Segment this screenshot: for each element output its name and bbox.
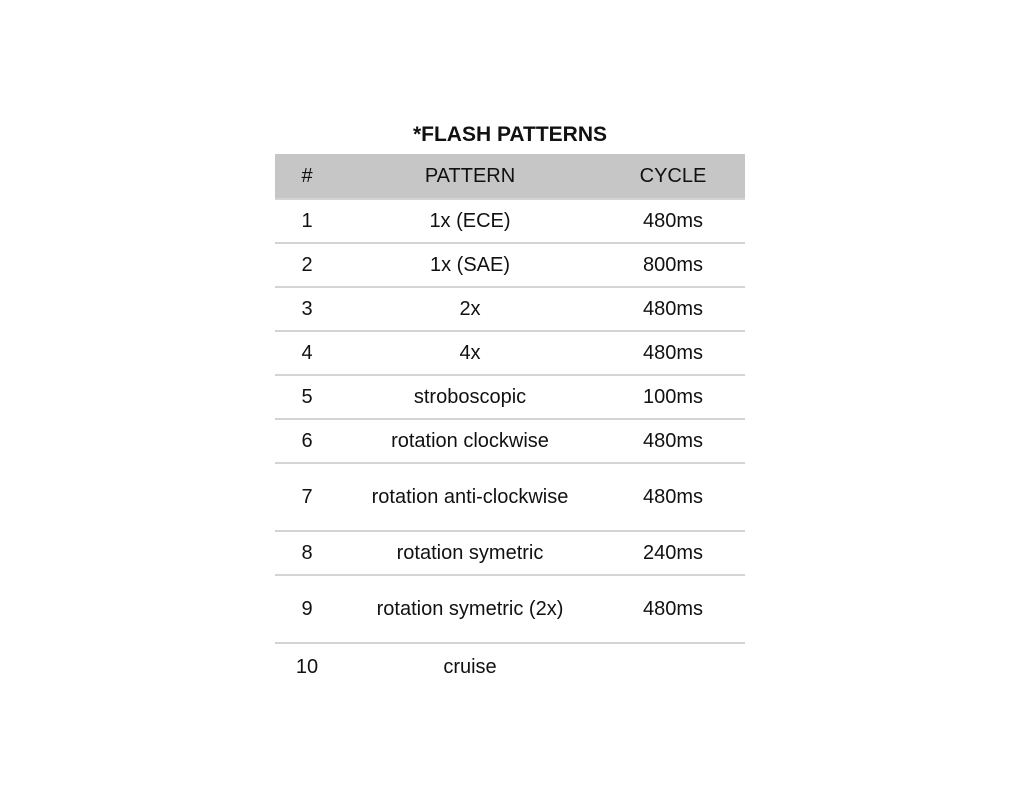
row-pattern: 1x (ECE) <box>429 209 511 232</box>
table-row <box>275 244 745 288</box>
row-pattern: rotation symetric <box>396 541 544 564</box>
row-pattern: rotation symetric (2x) <box>376 597 564 620</box>
row-number: 1 <box>301 209 313 232</box>
table-row <box>275 576 745 644</box>
row-number: 8 <box>301 541 313 564</box>
row-cycle: 480ms <box>642 597 704 620</box>
row-number: 3 <box>301 297 313 320</box>
row-number: 10 <box>295 655 319 678</box>
row-number: 7 <box>301 485 313 508</box>
row-number: 6 <box>301 429 313 452</box>
table-row <box>275 644 745 690</box>
row-cycle: 240ms <box>642 541 704 564</box>
table-row <box>275 376 745 420</box>
header-pattern: PATTERN <box>424 164 516 187</box>
row-cycle: 480ms <box>642 485 704 508</box>
row-pattern: rotation anti-clockwise <box>371 485 569 508</box>
row-cycle: 480ms <box>642 209 704 232</box>
row-cycle: 480ms <box>642 297 704 320</box>
row-pattern: 4x <box>459 341 481 364</box>
table-row <box>275 464 745 532</box>
row-pattern: 2x <box>459 297 481 320</box>
flash-patterns-table <box>275 118 745 690</box>
table-row <box>275 288 745 332</box>
table-grid <box>275 154 745 690</box>
row-cycle: 800ms <box>642 253 704 276</box>
row-cycle: 100ms <box>642 385 704 408</box>
header-number: # <box>301 164 313 187</box>
table-header-row <box>275 154 745 200</box>
row-pattern: stroboscopic <box>413 385 527 408</box>
table-row <box>275 200 745 244</box>
row-pattern: 1x (SAE) <box>429 253 511 276</box>
row-pattern: cruise <box>443 655 497 678</box>
table-row <box>275 420 745 464</box>
row-cycle: 480ms <box>642 429 704 452</box>
row-number: 5 <box>301 385 313 408</box>
table-row <box>275 532 745 576</box>
table-row <box>275 332 745 376</box>
row-pattern: rotation clockwise <box>391 429 549 452</box>
row-number: 9 <box>301 597 313 620</box>
header-cycle: CYCLE <box>639 164 707 187</box>
row-cycle: 480ms <box>642 341 704 364</box>
table-title: *FLASH PATTERNS <box>412 123 608 146</box>
row-number: 4 <box>301 341 313 364</box>
row-number: 2 <box>301 253 313 276</box>
